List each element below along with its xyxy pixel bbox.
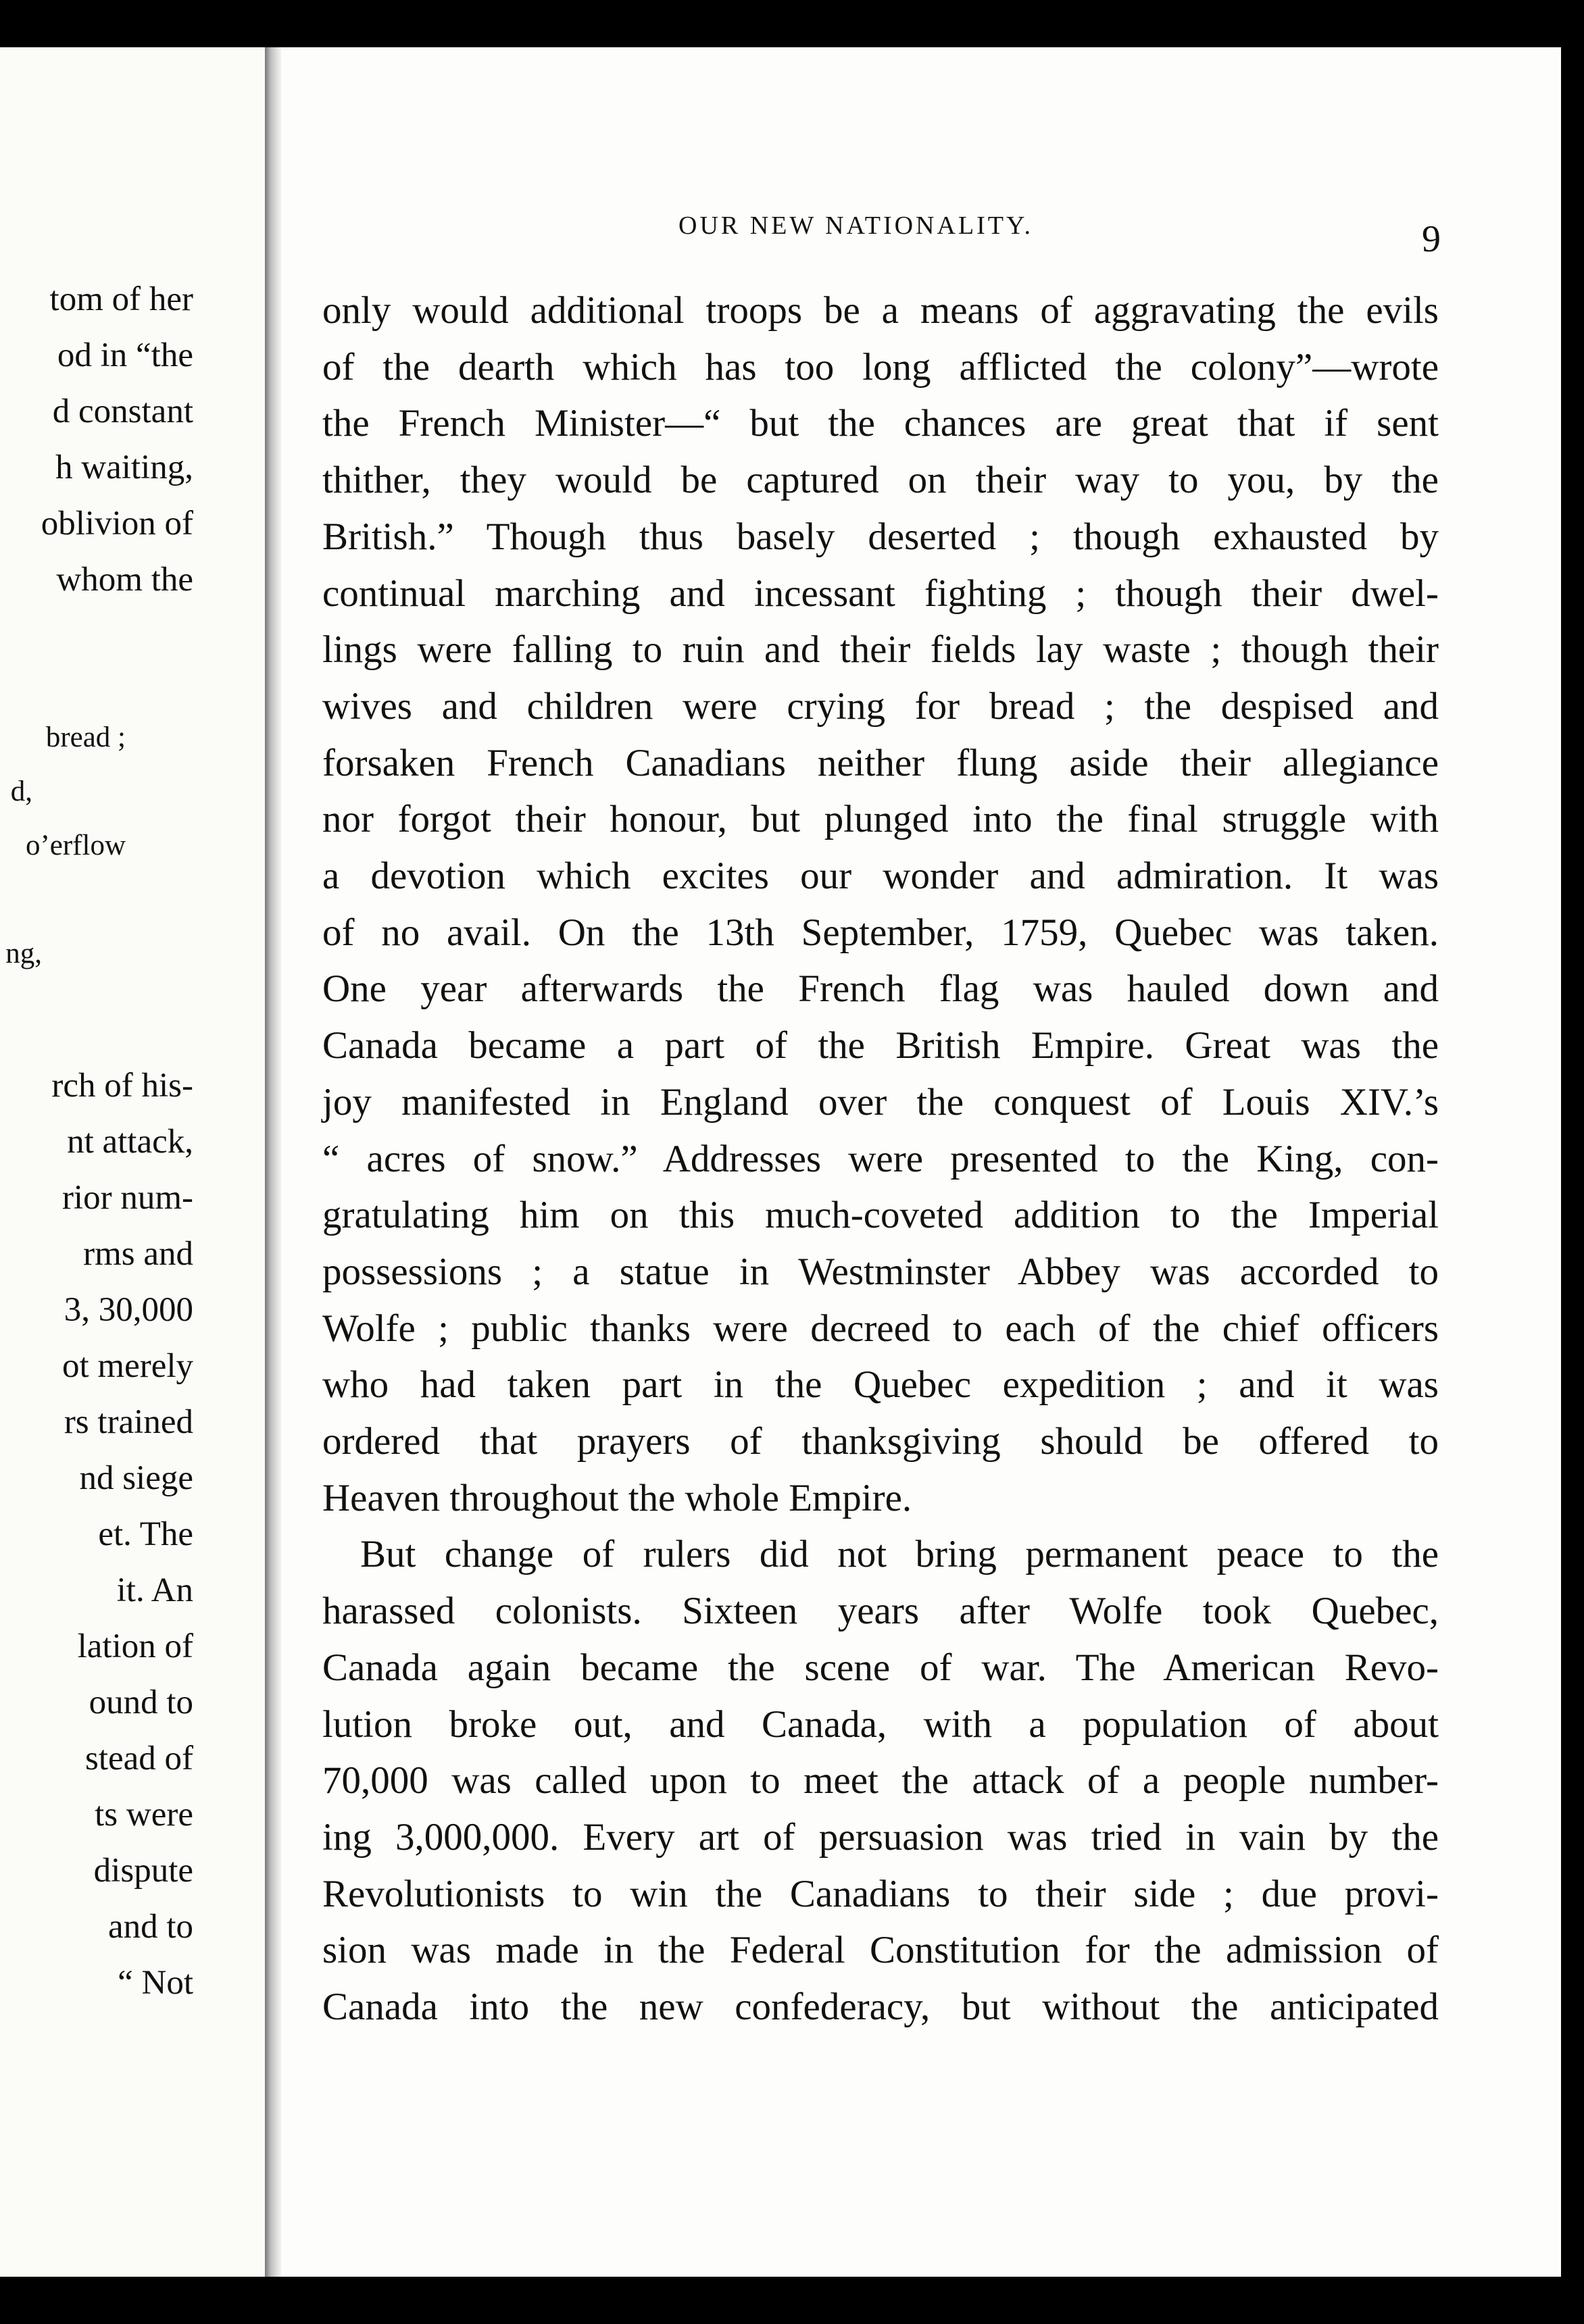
text-line: only would additional troops be a means of aggravating the evils [322,289,1439,332]
text-line: ordered that prayers of thanksgiving should be offered to [322,1420,1439,1463]
text-line: forsaken French Canadians neither flung aside their allegiance [322,741,1439,784]
text-line: Canada again became the scene of war. The American Revo- [322,1646,1439,1689]
left-page-line: dispute [93,1852,193,1890]
left-page-line: o’erflow [25,830,126,861]
text-line: of the dearth which has too long afflicted the colony”—wrote [322,345,1439,388]
left-page-line: and to [107,1908,193,1946]
text-line: continual marching and incessant fighting ; though their dwel- [322,572,1439,615]
left-page-line: ts were [95,1796,193,1834]
left-page-line: rch of his- [51,1067,193,1105]
left-page-line: ng, [5,938,42,969]
left-page-line: et. The [98,1515,193,1553]
text-line: thither, they would be captured on their way to you, by the [322,459,1439,502]
scan-border-right [1561,0,1584,2324]
text-line: possessions ; a statue in Westminster Abbey was accorded to [322,1250,1439,1293]
left-page-line: 3, 30,000 [64,1291,193,1329]
left-page-line: nd siege [79,1459,193,1497]
left-page-line: od in “the [57,336,193,374]
left-page-line: rior num- [61,1179,193,1217]
left-page-line: h waiting, [55,449,193,486]
text-line: the French Minister—“ but the chances are great that if sent [322,402,1439,445]
text-line: 70,000 was called upon to meet the attack of a people number- [322,1759,1439,1802]
text-line: sion was made in the Federal Constitution for the admission of [322,1929,1439,1972]
left-page-line: ot merely [61,1347,193,1385]
left-page-line: bread ; [45,722,126,753]
book-gutter [265,47,281,2277]
text-line: One year afterwards the French flag was hauled down and [322,967,1439,1011]
left-page-line: stead of [84,1740,193,1777]
left-page-line: rms and [83,1235,193,1273]
text-line: wives and children were crying for bread ; the despised and [322,684,1439,728]
facing-page-left [0,47,265,2277]
text-line: Wolfe ; public thanks were decreed to each of the chief officers [322,1307,1439,1350]
paragraph-end-line: Heaven throughout the whole Empire. [322,1476,912,1519]
text-line: who had taken part in the Quebec expedition ; and it was [322,1363,1439,1407]
left-page-line: d, [10,776,32,807]
text-line: nor forgot their honour, but plunged into the final struggle with [322,798,1439,841]
left-page-line: nt attack, [67,1123,193,1161]
left-page-line: tom of her [49,280,193,318]
text-line: of no avail. On the 13th September, 1759, Quebec was taken. [322,911,1439,954]
text-line: gratulating him on this much-coveted addition to the Imperial [322,1194,1439,1237]
left-page-line: lation of [77,1627,193,1665]
text-line: lings were falling to ruin and their fields lay waste ; though their [322,628,1439,672]
text-line: a devotion which excites our wonder and admiration. It was [322,855,1439,898]
body-text [322,282,1439,2036]
text-line: British.” Though thus basely deserted ; though exhausted by [322,515,1439,558]
text-line: ing 3,000,000. Every art of persuasion was tried in vain by the [322,1815,1439,1859]
text-line: Canada into the new confederacy, but without the anticipated [322,1986,1439,2029]
text-line: lution broke out, and Canada, with a population of about [322,1702,1439,1746]
page-number: 9 [1422,218,1441,260]
left-page-line: rs trained [64,1403,193,1441]
scan-border-top [0,0,1584,47]
left-page-line: ound to [89,1684,193,1721]
left-page-line: oblivion of [41,505,193,542]
left-page-line: it. An [116,1571,193,1609]
text-line: Canada became a part of the British Empire. Great was the [322,1024,1439,1067]
text-line: joy manifested in England over the conquest of Louis XIV.’s [322,1080,1439,1123]
scan-border-bottom [0,2277,1584,2324]
paragraph-start-line: But change of rulers did not bring permanent peace to the [360,1533,1439,1576]
left-page-line: “ Not [118,1964,193,2002]
text-line: Revolutionists to win the Canadians to their side ; due provi- [322,1872,1439,1915]
text-line: harassed colonists. Sixteen years after Wolfe took Quebec, [322,1590,1439,1633]
left-page-line: d constant [52,393,193,430]
running-head: OUR NEW NATIONALITY. [678,211,1034,240]
text-line: “ acres of snow.” Addresses were presented to the King, con- [322,1137,1439,1180]
left-page-line: whom the [56,561,193,599]
